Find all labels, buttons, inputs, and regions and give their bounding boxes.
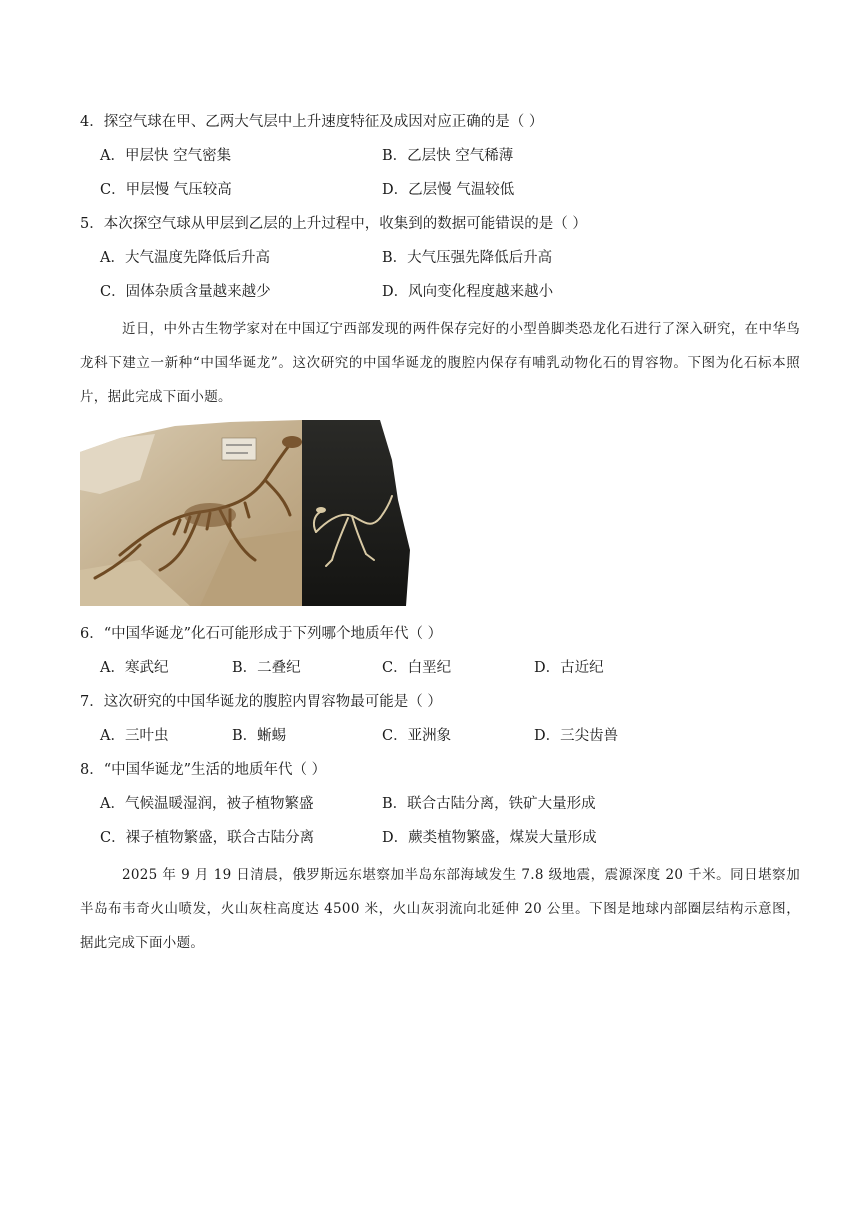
question-5-option-b: B．大气压强先降低后升高: [382, 250, 553, 266]
fossil-photo: [80, 420, 410, 606]
fossil-slab-left: [80, 420, 302, 606]
question-6-stem: 6．“中国华诞龙”化石可能形成于下列哪个地质年代（ ）: [80, 626, 443, 642]
question-7-option-c: C．亚洲象: [382, 728, 452, 744]
question-6-option-b: B．二叠纪: [232, 660, 301, 676]
dinosaur-passage-text: 近日，中外古生物学家对在中国辽宁西部发现的两件保存完好的小型兽脚类恐龙化石进行了深入研究，在中华鸟龙科下建立一新种“中国华诞龙”。这次研究的中国华诞龙的腹腔内保存有哺乳动物化石的胃容物。下图为化石标本照片，据此完成下面小题。: [80, 321, 800, 405]
question-4-option-a: A．甲层快 空气密集: [100, 148, 232, 164]
question-7-option-a: A．三叶虫: [100, 728, 169, 744]
question-6-option-c: C．白垩纪: [382, 660, 452, 676]
question-4-option-b: B．乙层快 空气稀薄: [382, 148, 514, 164]
earthquake-passage-text: 2025 年 9 月 19 日清晨，俄罗斯远东堪察加半岛东部海域发生 7.8 级地震，震源深度 20 千米。同日堪察加半岛布韦奇火山喷发，火山灰柱高度达 4500 米，火山灰羽流向北延伸 20 公里。下图是地球内部圈层结构示意图，据此完成下面小题。: [80, 867, 800, 951]
question-5-option-c: C．固体杂质含量越来越少: [100, 284, 271, 300]
question-8-option-b: B．联合古陆分离，铁矿大量形成: [382, 796, 596, 812]
question-4-option-d: D．乙层慢 气温较低: [382, 182, 515, 198]
fossil-slab-right: [302, 420, 410, 606]
question-8-option-c: C．裸子植物繁盛，联合古陆分离: [100, 830, 315, 846]
question-7-option-d: D．三尖齿兽: [534, 728, 619, 744]
question-6-option-a: A．寒武纪: [100, 660, 169, 676]
dinosaur-passage: [80, 312, 800, 414]
question-7-stem: 7．这次研究的中国华诞龙的腹腔内胃容物最可能是（ ）: [80, 694, 442, 710]
question-8-option-a: A．气候温暖湿润，被子植物繁盛: [100, 796, 314, 812]
question-6-option-d: D．古近纪: [534, 660, 604, 676]
question-4-option-c: C．甲层慢 气压较高: [100, 182, 232, 198]
question-5-option-a: A．大气温度先降低后升高: [100, 250, 270, 266]
question-7-option-b: B．蜥蜴: [232, 728, 287, 744]
question-5-stem: 5．本次探空气球从甲层到乙层的上升过程中，收集到的数据可能错误的是（ ）: [80, 216, 587, 232]
earthquake-passage: [80, 858, 800, 960]
question-5-option-d: D．风向变化程度越来越小: [382, 284, 554, 300]
question-8-stem: 8．“中国华诞龙”生活的地质年代（ ）: [80, 762, 327, 778]
question-8-option-d: D．蕨类植物繁盛，煤炭大量形成: [382, 830, 597, 846]
question-4-stem: 4．探空气球在甲、乙两大气层中上升速度特征及成因对应正确的是（ ）: [80, 114, 544, 130]
